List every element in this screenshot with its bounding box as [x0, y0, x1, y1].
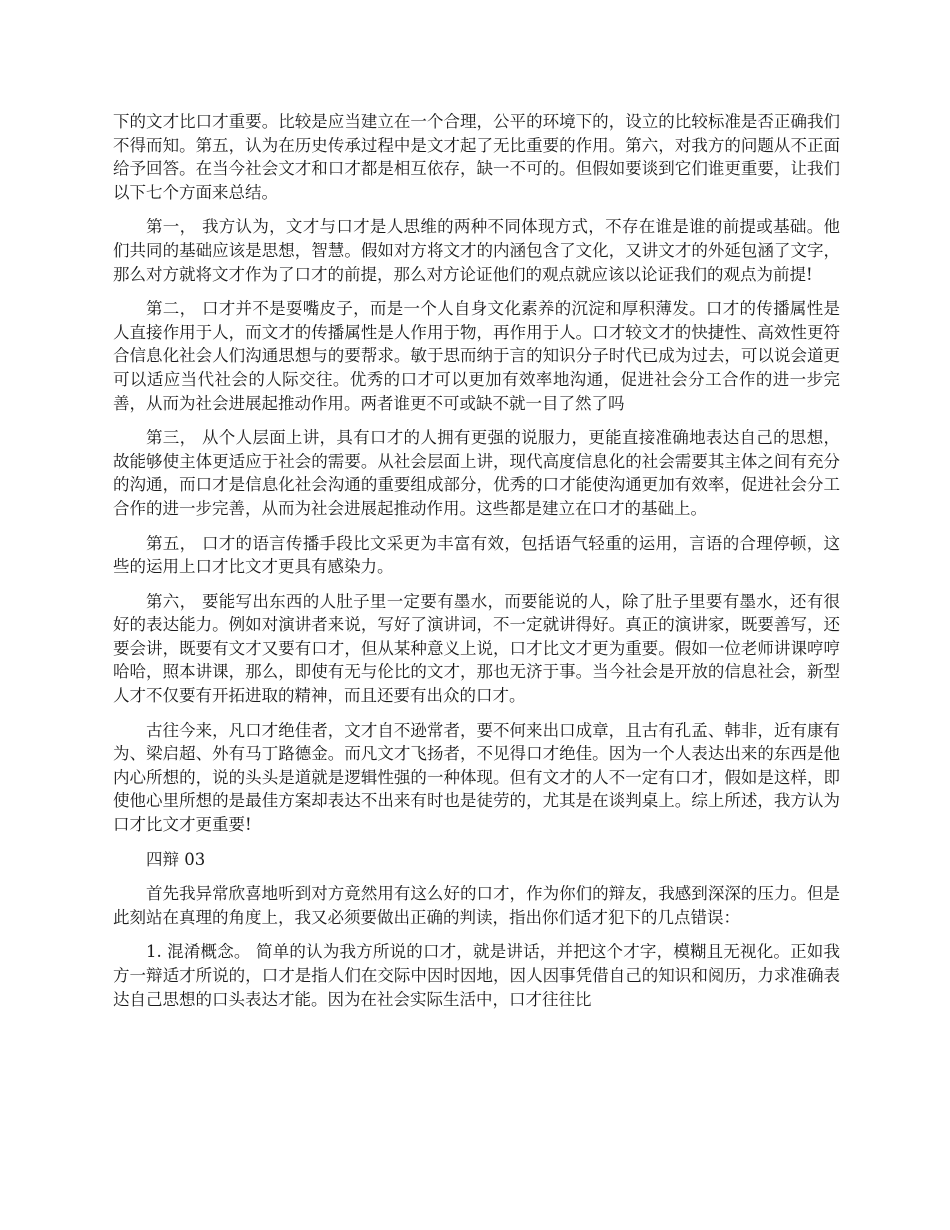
- paragraph-error-1: 1. 混淆概念。 简单的认为我方所说的口才，就是讲话，并把这个才字，模糊且无视化。正如我方一辩适才所说的，口才是指人们在交际中因时因地，因人因事凭借自己的知识和阅历，力求准确表达自己思想的口头表达才能。因为在社会实际生活中，口才往往比: [113, 942, 840, 1009]
- paragraph-point-5: 第五， 口才的语言传播手段比文采更为丰富有效，包括语气轻重的运用，言语的合理停顿，这些的运用上口才比文才更具有感染力。: [113, 533, 840, 577]
- paragraph-conclusion: 古往今来，凡口才绝佳者，文才自不逊常者，要不何来出口成章，且古有孔孟、韩非，近有康有为、梁启超、外有马丁路德金。而凡文才飞扬者，不见得口才绝佳。因为一个人表达出来的东西是他内心所想的，说的头头是道就是逻辑性强的一种体现。但有文才的人不一定有口才，假如是这样，即使他心里所想的是最佳方案却表达不出来有时也是徒劳的，尤其是在谈判桌上。综上所述，我方认为 口才比文才更重要!: [113, 720, 840, 835]
- paragraph-point-6: 第六， 要能写出东西的人肚子里一定要有墨水，而要能说的人，除了肚子里要有墨水，还有很好的表达能力。例如对演讲者来说，写好了演讲词，不一定就讲得好。真正的演讲家，既要善写，还要会讲，既要有文才又要有口才，但从某种意义上说，口才比文才更为重要。假如一位老师讲课哼哼哈哈，照本讲课，那么，即使有无与伦比的文才，那也无济于事。当今社会是开放的信息社会，新型人才不仅要有开拓进取的精神，而且还要有出众的口才。: [113, 591, 840, 706]
- paragraph-rebuttal-opening: 首先我异常欣喜地听到对方竟然用有这么好的口才，作为你们的辩友，我感到深深的压力。但是此刻站在真理的角度上，我又必须要做出正确的判读，指出你们适才犯下的几点错误：: [113, 884, 840, 927]
- paragraph-intro-continued: 下的文才比口才重要。比较是应当建立在一个合理，公平的环境下的，设立的比较标准是否正确我们不得而知。第五，认为在历史传承过程中是文才起了无比重要的作用。第六，对我方的问题从不正面给予回答。在当今社会文才和口才都是相互依存，缺一不可的。但假如要谈到它们谁更重要，让我们以下七个方面来总结。: [113, 112, 840, 202]
- paragraph-point-1: 第一， 我方认为，文才与口才是人思维的两种不同体现方式，不存在谁是谁的前提或基础。他们共同的基础应该是思想，智慧。假如对方将文才的内涵包含了文化，又讲文才的外延包涵了文字，那么对方就将文才作为了口才的前提，那么对方论证他们的观点就应该以论证我们的观点为前提!: [113, 217, 840, 284]
- paragraph-point-3: 第三， 从个人层面上讲，具有口才的人拥有更强的说服力，更能直接准确地表达自己的思想，故能够使主体更适应于社会的需要。从社会层面上讲，现代高度信息化的社会需要其主体之间有充分的沟通，而口才是信息化社会沟通的重要组成部分，优秀的口才能使沟通更加有效率，促进社会分工合作的进一步完善，从而为社会进展起推动作用。这些都是建立在口才的基础上。: [113, 428, 840, 518]
- document-body: [113, 110, 840, 1022]
- paragraph-point-2: 第二， 口才并不是耍嘴皮子，而是一个人自身文化素养的沉淀和厚积薄发。口才的传播属性是人直接作用于人，而文才的传播属性是人作用于物，再作用于人。口才较文才的快捷性、高效性更符合信息化社会人们沟通思想与的要帮求。敏于思而纳于言的知识分子时代已成为过去，可以说会道更可以适应当代社会的人际交往。优秀的口才可以更加有效率地沟通，促进社会分工合作的进一步完善，从而为社会进展起推动作用。两者谁更不可或缺不就一目了然了吗: [113, 299, 840, 413]
- section-heading-fourth-debater: 四辩 03: [146, 849, 206, 869]
